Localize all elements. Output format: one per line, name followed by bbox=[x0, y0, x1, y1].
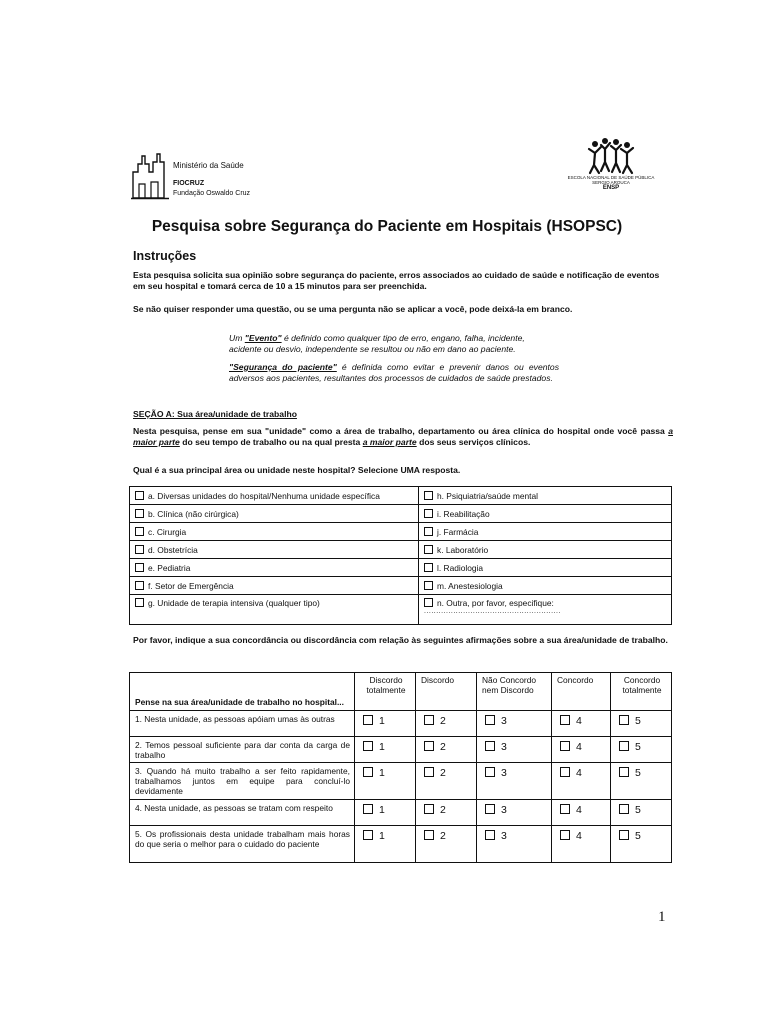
option-number: 2 bbox=[440, 830, 446, 842]
foundation-label: Fundação Oswaldo Cruz bbox=[173, 190, 251, 197]
table-row bbox=[130, 595, 672, 625]
option-number: 1 bbox=[379, 804, 385, 816]
definition-evento-term: "Evento" bbox=[244, 333, 282, 343]
option-label: f. Setor de Emergência bbox=[148, 580, 234, 591]
table-row bbox=[130, 800, 672, 826]
table-row bbox=[130, 826, 672, 863]
intro-part-3: dos seus serviços clínicos. bbox=[416, 437, 531, 447]
option-g[interactable] bbox=[130, 595, 419, 625]
ensp-school-label: ESCOLA NACIONAL DE SAÚDE PÚBLICA bbox=[567, 175, 655, 180]
option-number: 2 bbox=[440, 741, 446, 753]
table-row bbox=[130, 505, 672, 523]
option-5[interactable] bbox=[611, 800, 672, 826]
ensp-logo bbox=[566, 137, 656, 201]
option-2[interactable] bbox=[416, 826, 477, 863]
option-h[interactable] bbox=[419, 487, 672, 505]
header-concordo-totalmente: Concordo totalmente bbox=[611, 673, 672, 711]
option-number: 2 bbox=[440, 767, 446, 779]
checkbox[interactable] bbox=[424, 581, 433, 590]
checkbox[interactable] bbox=[560, 741, 570, 751]
table-row bbox=[130, 763, 672, 800]
fiocruz-label: FIOCRUZ bbox=[173, 180, 205, 187]
option-number: 4 bbox=[576, 741, 582, 753]
option-k[interactable] bbox=[419, 541, 672, 559]
fiocruz-castle-icon bbox=[131, 152, 169, 200]
option-j[interactable] bbox=[419, 523, 672, 541]
option-3[interactable] bbox=[477, 763, 552, 800]
table-row bbox=[130, 737, 672, 763]
option-number: 3 bbox=[501, 715, 507, 727]
checkbox[interactable] bbox=[135, 509, 144, 518]
option-number: 3 bbox=[501, 741, 507, 753]
option-2[interactable] bbox=[416, 711, 477, 737]
definition-seguranca-text: é definida como evitar e prevenir danos ou eventos adversos aos pacientes, resultantes dos processos de cuidados de saúde prestados. bbox=[229, 362, 559, 383]
option-5[interactable] bbox=[611, 826, 672, 863]
option-i[interactable] bbox=[419, 505, 672, 523]
option-c[interactable] bbox=[130, 523, 419, 541]
option-number: 5 bbox=[635, 741, 641, 753]
option-5[interactable] bbox=[611, 763, 672, 800]
checkbox[interactable] bbox=[135, 545, 144, 554]
definition-evento-text: é definido como qualquer tipo de erro, engano, falha, incidente, acidente ou desvio, independente se resultou ou não em dano ao paciente. bbox=[229, 333, 525, 354]
option-number: 2 bbox=[440, 715, 446, 727]
checkbox[interactable] bbox=[363, 715, 373, 725]
option-number: 5 bbox=[635, 767, 641, 779]
section-a-title bbox=[133, 409, 297, 419]
checkbox[interactable] bbox=[619, 767, 629, 777]
specify-line[interactable]: ........................................................ bbox=[424, 608, 561, 615]
option-label: l. Radiologia bbox=[437, 562, 484, 573]
section-a-title-text: SEÇÃO A: Sua área/unidade de trabalho bbox=[133, 409, 297, 419]
checkbox[interactable] bbox=[135, 527, 144, 536]
checkbox[interactable] bbox=[424, 509, 433, 518]
option-3[interactable] bbox=[477, 800, 552, 826]
table-row bbox=[130, 577, 672, 595]
option-1[interactable] bbox=[355, 737, 416, 763]
checkbox[interactable] bbox=[485, 767, 495, 777]
option-4[interactable] bbox=[552, 826, 611, 863]
header-concordo: Concordo bbox=[552, 673, 611, 711]
ensp-acronym-label: ENSP bbox=[602, 185, 620, 191]
option-number: 4 bbox=[576, 830, 582, 842]
option-1[interactable] bbox=[355, 826, 416, 863]
checkbox[interactable] bbox=[424, 715, 434, 725]
option-4[interactable] bbox=[552, 737, 611, 763]
option-number: 4 bbox=[576, 767, 582, 779]
option-number: 3 bbox=[501, 804, 507, 816]
checkbox[interactable] bbox=[363, 767, 373, 777]
checkbox[interactable] bbox=[619, 741, 629, 751]
checkbox[interactable] bbox=[135, 491, 144, 500]
option-label: b. Clínica (não cirúrgica) bbox=[148, 508, 239, 519]
option-number: 3 bbox=[501, 830, 507, 842]
intro-part-2: do seu tempo de trabalho ou na qual presta bbox=[179, 437, 363, 447]
definition-evento-prefix: Um bbox=[229, 333, 245, 343]
checkbox[interactable] bbox=[135, 563, 144, 572]
option-n[interactable] bbox=[419, 595, 672, 625]
instructions-paragraph-1: Esta pesquisa solicita sua opinião sobre segurança do paciente, erros associados ao cuidado de saúde e notificação de eventos em seu hospital e tomará cerca de 10 a 15 minutos para ser preenchida. bbox=[133, 270, 660, 291]
option-label: m. Anestesiologia bbox=[437, 580, 503, 591]
page-title: Pesquisa sobre Segurança do Paciente em Hospitais (HSOPSC) bbox=[151, 218, 623, 235]
checkbox[interactable] bbox=[560, 830, 570, 840]
option-5[interactable] bbox=[611, 711, 672, 737]
header-discordo-totalmente: Discordo totalmente bbox=[355, 673, 416, 711]
option-number: 5 bbox=[635, 804, 641, 816]
definition-seguranca-term: "Segurança do paciente" bbox=[229, 362, 337, 372]
intro-emphasis-1: a maior parte bbox=[133, 426, 673, 447]
checkbox[interactable] bbox=[560, 767, 570, 777]
option-label: e. Pediatria bbox=[148, 562, 191, 573]
unit-question: Qual é a sua principal área ou unidade neste hospital? Selecione UMA resposta. bbox=[133, 465, 461, 475]
statement-4: 4. Nesta unidade, as pessoas se tratam com respeito bbox=[130, 800, 355, 826]
option-number: 4 bbox=[576, 804, 582, 816]
option-label: a. Diversas unidades do hospital/Nenhuma unidade específica bbox=[148, 490, 380, 501]
checkbox[interactable] bbox=[619, 830, 629, 840]
checkbox[interactable] bbox=[619, 715, 629, 725]
statement-2: 2. Temos pessoal suficiente para dar conta da carga de trabalho bbox=[130, 737, 355, 763]
option-number: 1 bbox=[379, 741, 385, 753]
checkbox[interactable] bbox=[424, 545, 433, 554]
option-label: j. Farmácia bbox=[437, 526, 479, 537]
intro-emphasis-2: a maior parte bbox=[362, 437, 417, 447]
option-number: 3 bbox=[501, 767, 507, 779]
option-number: 1 bbox=[379, 830, 385, 842]
checkbox[interactable] bbox=[485, 741, 495, 751]
option-number: 1 bbox=[379, 767, 385, 779]
option-4[interactable] bbox=[552, 763, 611, 800]
option-4[interactable] bbox=[552, 711, 611, 737]
option-f[interactable] bbox=[130, 577, 419, 595]
table-row bbox=[130, 559, 672, 577]
ensp-name-label: SERGIO AROUCA bbox=[592, 180, 630, 185]
statement-3: 3. Quando há muito trabalho a ser feito rapidamente, trabalhamos juntos em equipe para concluí-lo devidamente bbox=[130, 763, 355, 800]
table-header-row bbox=[130, 673, 672, 711]
agreement-table bbox=[129, 672, 672, 863]
option-5[interactable] bbox=[611, 737, 672, 763]
checkbox[interactable] bbox=[424, 830, 434, 840]
unit-options-table bbox=[129, 486, 672, 625]
table-row bbox=[130, 541, 672, 559]
option-label: n. Outra, por favor, especifique: bbox=[437, 598, 554, 608]
option-label: d. Obstetrícia bbox=[148, 544, 198, 555]
checkbox[interactable] bbox=[485, 804, 495, 814]
option-e[interactable] bbox=[130, 559, 419, 577]
checkbox[interactable] bbox=[363, 830, 373, 840]
option-number: 1 bbox=[379, 715, 385, 727]
checkbox[interactable] bbox=[363, 741, 373, 751]
checkbox[interactable] bbox=[619, 804, 629, 814]
table-row bbox=[130, 487, 672, 505]
option-1[interactable] bbox=[355, 800, 416, 826]
option-label: c. Cirurgia bbox=[148, 526, 187, 537]
agreement-instruction: Por favor, indique a sua concordância ou discordância com relação às seguintes afirmações sobre a sua área/unidade de trabalho. bbox=[133, 635, 668, 645]
ensp-people-icon bbox=[585, 137, 637, 175]
page-number: 1 bbox=[658, 909, 666, 925]
definition-seguranca bbox=[229, 362, 559, 383]
checkbox[interactable] bbox=[424, 767, 434, 777]
option-2[interactable] bbox=[416, 737, 477, 763]
statement-5: 5. Os profissionais desta unidade trabalham mais horas do que seria o melhor para o cuidado do paciente bbox=[130, 826, 355, 863]
option-label: k. Laboratório bbox=[437, 544, 489, 555]
checkbox[interactable] bbox=[363, 804, 373, 814]
option-1[interactable] bbox=[355, 763, 416, 800]
option-a[interactable] bbox=[130, 487, 419, 505]
option-3[interactable] bbox=[477, 826, 552, 863]
option-label: i. Reabilitação bbox=[437, 508, 490, 519]
definition-evento bbox=[229, 333, 559, 354]
fiocruz-logo bbox=[131, 152, 301, 202]
option-number: 2 bbox=[440, 804, 446, 816]
checkbox[interactable] bbox=[135, 581, 144, 590]
option-2[interactable] bbox=[416, 800, 477, 826]
checkbox[interactable] bbox=[560, 715, 570, 725]
checkbox[interactable] bbox=[485, 830, 495, 840]
intro-part-1: Nesta pesquisa, pense em sua "unidade" como a área de trabalho, departamento ou área clínica do hospital onde você passa bbox=[133, 426, 669, 436]
option-m[interactable] bbox=[419, 577, 672, 595]
option-2[interactable] bbox=[416, 763, 477, 800]
header-neutro: Não Concordo nem Discordo bbox=[477, 673, 552, 711]
option-3[interactable] bbox=[477, 737, 552, 763]
option-l[interactable] bbox=[419, 559, 672, 577]
statement-1: 1. Nesta unidade, as pessoas apóiam umas às outras bbox=[130, 711, 355, 737]
checkbox[interactable] bbox=[424, 527, 433, 536]
checkbox[interactable] bbox=[424, 741, 434, 751]
checkbox[interactable] bbox=[424, 563, 433, 572]
checkbox[interactable] bbox=[560, 804, 570, 814]
option-number: 5 bbox=[635, 715, 641, 727]
option-number: 4 bbox=[576, 715, 582, 727]
option-label: h. Psiquiatria/saúde mental bbox=[437, 490, 539, 501]
checkbox[interactable] bbox=[424, 804, 434, 814]
section-a-intro bbox=[133, 426, 673, 448]
instructions-heading: Instruções bbox=[133, 249, 197, 263]
checkbox[interactable] bbox=[485, 715, 495, 725]
ministry-label: Ministério da Saúde bbox=[173, 161, 244, 170]
table-row bbox=[130, 711, 672, 737]
checkbox[interactable] bbox=[135, 598, 144, 607]
checkbox[interactable] bbox=[424, 598, 433, 607]
option-d[interactable] bbox=[130, 541, 419, 559]
checkbox[interactable] bbox=[424, 491, 433, 500]
option-b[interactable] bbox=[130, 505, 419, 523]
option-label: g. Unidade de terapia intensiva (qualquer tipo) bbox=[148, 598, 320, 608]
option-4[interactable] bbox=[552, 800, 611, 826]
option-1[interactable] bbox=[355, 711, 416, 737]
instructions-paragraph-2: Se não quiser responder uma questão, ou se uma pergunta não se aplicar a você, pode deixá-la em branco. bbox=[133, 304, 573, 314]
option-3[interactable] bbox=[477, 711, 552, 737]
header-statement: Pense na sua área/unidade de trabalho no hospital... bbox=[130, 673, 355, 711]
option-number: 5 bbox=[635, 830, 641, 842]
table-row bbox=[130, 523, 672, 541]
header-discordo: Discordo bbox=[416, 673, 477, 711]
